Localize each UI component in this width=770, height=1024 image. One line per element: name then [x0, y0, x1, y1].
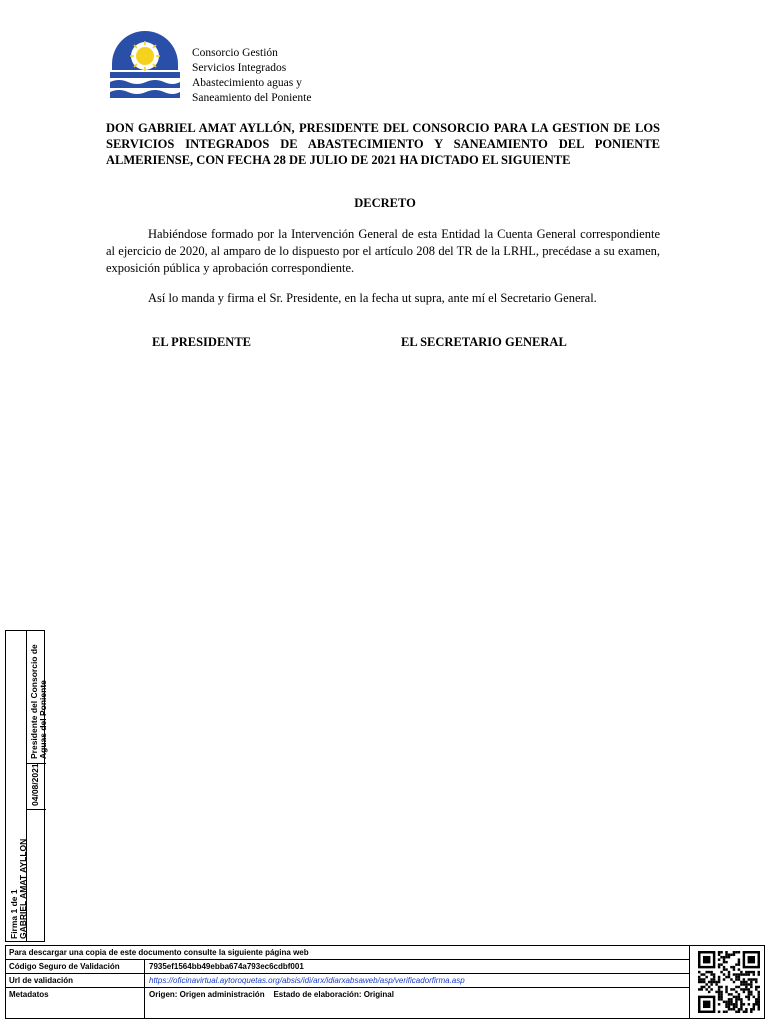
paragraph-2: Así lo manda y firma el Sr. Presidente, en la fecha ut supra, ante mí el Secretario General. — [148, 291, 597, 305]
signature-box — [5, 630, 48, 942]
metadata-origin: Origen: Origen administración — [149, 990, 265, 999]
csv-row — [6, 960, 689, 974]
download-text: Para descargar una copia de este documento consulte la siguiente página web — [9, 948, 309, 957]
validation-footer — [5, 945, 765, 1019]
qr-container — [689, 946, 765, 1018]
paragraph-1: Habiéndose formado por la Intervención General de esta Entidad la Cuenta General correspondiente al ejercicio de 2020, al amparo de lo dispuesto por el artículo 208 del TR de la LRHL, precédase a su examen, exposición pública y aprobación correspondiente. — [106, 227, 660, 275]
secretary-signature-label: EL SECRETARIO GENERAL — [401, 335, 567, 349]
signer-role-line-2: Aguas del Poniente — [38, 680, 48, 759]
consorcio-logo-icon — [106, 30, 184, 102]
org-line: Saneamiento del Poniente — [192, 92, 312, 104]
url-row — [6, 974, 689, 988]
metadata-row — [6, 988, 689, 1018]
csv-value: 7935ef1564bb49ebba674a793ec6cdbf001 — [144, 960, 689, 973]
metadata-value — [144, 988, 689, 1018]
organization-name — [192, 46, 311, 106]
firma-count: Firma 1 de 1 — [9, 889, 19, 939]
org-line: Abastecimiento aguas y — [192, 77, 302, 89]
url-label: Url de validación — [9, 976, 74, 985]
validation-url-link[interactable]: https://oficinavirtual.aytoroquetas.org/absis/idi/arx/idiarxabsaweb/asp/verificadorfirma.asp — [149, 976, 465, 985]
download-row — [6, 946, 689, 960]
signer-role-line-1: Presidente del Consorcio de — [29, 644, 39, 759]
president-signature-label: EL PRESIDENTE — [152, 335, 251, 349]
metadata-state: Estado de elaboración: Original — [273, 990, 394, 999]
document-heading: DON GABRIEL AMAT AYLLÓN, PRESIDENTE DEL CONSORCIO PARA LA GESTION DE LOS SERVICIOS INTEGRADOS DE ABASTECIMIENTO Y SANEAMIENTO DEL PONIENTE ALMERIENSE, CON FECHA 28 DE JULIO DE 2021 HA DICTADO EL SIGUIENTE — [106, 121, 660, 167]
signature-column-1 — [6, 630, 26, 942]
signer-name: GABRIEL AMAT AYLLON — [18, 838, 28, 939]
org-line: Consorcio Gestión — [192, 47, 278, 59]
csv-label: Código Seguro de Validación — [9, 962, 120, 971]
metadata-label: Metadatos — [9, 990, 49, 999]
org-line: Servicios Integrados — [192, 62, 287, 74]
decree-title: DECRETO — [354, 196, 416, 210]
qr-code-icon — [698, 951, 760, 1013]
signature-date: 04/08/2021 — [30, 763, 40, 806]
validation-url-cell — [144, 974, 689, 987]
